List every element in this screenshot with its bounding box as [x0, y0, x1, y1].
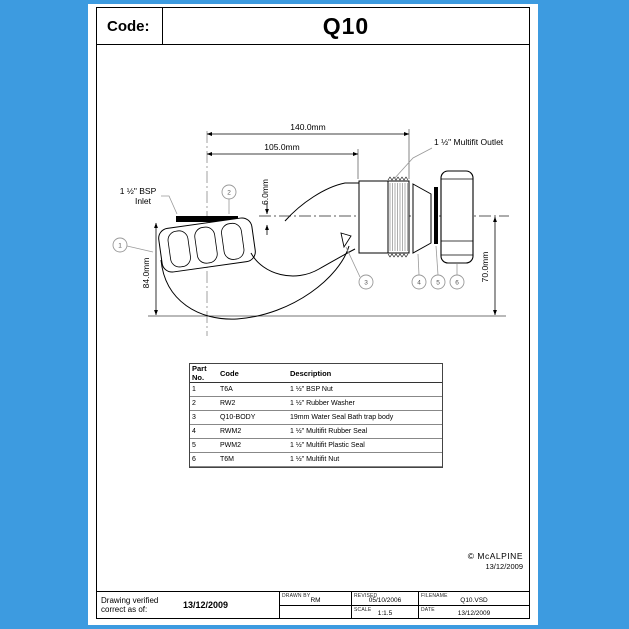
copyright-stamp — [403, 551, 523, 571]
inlet-label-line2: Inlet — [134, 196, 152, 206]
balloon-6 — [450, 264, 464, 289]
scale-value: 1:1.5 — [377, 610, 393, 617]
balloon-2-number: 2 — [227, 189, 231, 197]
scale-label: SCALE — [354, 607, 372, 614]
col-header-code: Code — [218, 364, 288, 383]
company-name: McALPINE — [477, 551, 523, 561]
part-description: 1 ½" BSP Nut — [288, 383, 442, 397]
drawn-by-cell — [279, 592, 351, 618]
outlet-label-leader — [394, 148, 432, 179]
stamp-date: 13/12/2009 — [485, 561, 523, 571]
code-label: Code: — [107, 17, 150, 35]
trap-technical-drawing — [97, 53, 528, 593]
code-cell — [97, 8, 163, 44]
part-description: 1 ½" Multifit Rubber Seal — [288, 425, 442, 439]
part-description: 1 ½" Multifit Plastic Seal — [288, 439, 442, 453]
balloon-1 — [113, 238, 153, 252]
multifit-plastic-seal — [413, 184, 431, 253]
part-code: T6M — [218, 453, 288, 467]
part-code: T6A — [218, 383, 288, 397]
part-no: 1 — [190, 383, 218, 397]
dim-inlet-height: 84.0mm — [141, 257, 151, 289]
table-row — [190, 425, 442, 439]
filename-date-cell — [418, 592, 529, 618]
title-bar — [97, 8, 529, 45]
verified-cell — [97, 592, 279, 618]
outlet-thread — [388, 177, 409, 257]
drawn-by-label: DRAWN BY — [282, 593, 311, 599]
trap-body-top-curve — [285, 183, 359, 221]
title-block — [97, 591, 529, 618]
drawing-frame — [96, 7, 530, 619]
verified-label: Drawing verified correct as of: — [101, 595, 159, 614]
part-code: Q10-BODY — [218, 411, 288, 425]
empty-cell — [280, 605, 351, 618]
drawing-sheet — [88, 4, 538, 625]
table-row — [190, 453, 442, 467]
inlet-bsp-nut — [157, 217, 256, 274]
part-description: 1 ½" Multifit Nut — [288, 453, 442, 467]
code-value-cell — [163, 8, 529, 44]
part-no: 2 — [190, 397, 218, 411]
dim-body-length: 105.0mm — [264, 142, 300, 152]
dim-drop: 6.0mm — [260, 179, 270, 205]
date-value: 13/12/2009 — [457, 610, 491, 617]
copyright-icon: © — [467, 551, 475, 561]
outlet-label: 1 ½" Multifit Outlet — [434, 137, 504, 147]
part-no: 3 — [190, 411, 218, 425]
outlet-body — [359, 181, 388, 253]
table-row — [190, 411, 442, 425]
inlet-label-line1: 1 ½" BSP — [119, 186, 157, 196]
dim-outlet-height: 70.0mm — [480, 251, 490, 283]
part-description: 19mm Water Seal Bath trap body — [288, 411, 442, 425]
outlet-spigot-tab — [341, 233, 351, 247]
table-row — [190, 397, 442, 411]
part-no: 6 — [190, 453, 218, 467]
revised-scale-cell — [351, 592, 418, 618]
balloon-4 — [412, 254, 426, 289]
part-description: 1 ½" Rubber Washer — [288, 397, 442, 411]
col-header-description: Description — [288, 364, 442, 383]
table-row — [190, 439, 442, 453]
balloon-5-number: 5 — [436, 279, 440, 287]
balloon-6-number: 6 — [455, 279, 459, 287]
parts-table-header-row — [190, 364, 442, 383]
multifit-rubber-seal — [434, 187, 438, 244]
balloon-3-number: 3 — [364, 279, 368, 287]
multifit-nut — [441, 171, 473, 263]
product-code: Q10 — [322, 12, 370, 39]
part-no: 5 — [190, 439, 218, 453]
dim-overall-length: 140.0mm — [290, 122, 326, 132]
drawn-by-value: RM — [310, 597, 321, 605]
date-label: DATE — [421, 607, 435, 614]
filename-value: Q10.VSD — [460, 597, 488, 605]
table-row — [190, 383, 442, 397]
balloon-4-number: 4 — [417, 279, 421, 287]
trap-body-inner-curve — [251, 249, 355, 276]
revised-label: REVISED — [354, 593, 378, 599]
part-code: PWM2 — [218, 439, 288, 453]
col-header-part-no: Part No. — [190, 364, 218, 383]
part-code: RWM2 — [218, 425, 288, 439]
verified-date: 13/12/2009 — [183, 600, 229, 610]
filename-label: FILENAME — [421, 593, 448, 599]
inlet-label-leader — [161, 196, 177, 214]
balloon-2 — [222, 185, 236, 214]
balloon-1-number: 1 — [118, 242, 122, 250]
part-no: 4 — [190, 425, 218, 439]
revised-value: 05/10/2006 — [368, 597, 402, 605]
part-code: RW2 — [218, 397, 288, 411]
parts-table — [189, 363, 443, 468]
